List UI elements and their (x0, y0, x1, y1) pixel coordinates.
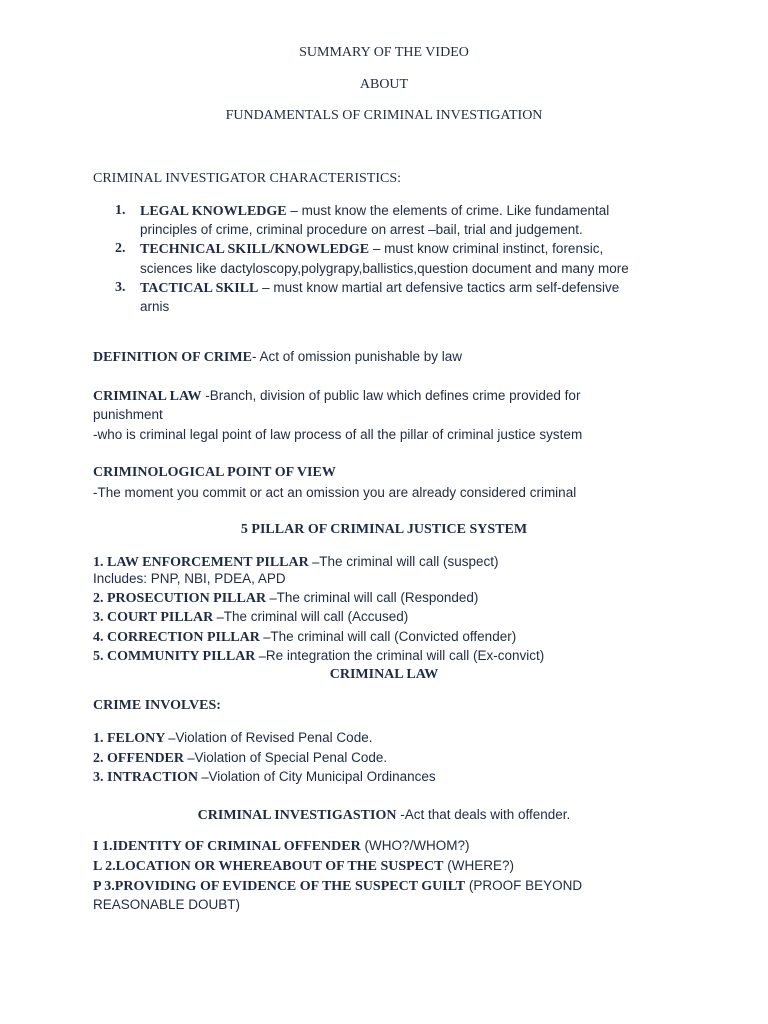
criminological-heading: CRIMINOLOGICAL POINT OF VIEW (93, 465, 336, 480)
pillar-term: COMMUNITY PILLAR – (103, 649, 266, 664)
crime-desc: Violation of Special Penal Code. (194, 750, 388, 765)
doc-title: SUMMARY OF THE VIDEO (299, 45, 469, 60)
definition-desc: - Act of omission punishable by law (251, 349, 463, 364)
pillar-desc: The criminal will call (Accused) (223, 609, 409, 624)
criminal-law-desc: -Branch, division of public law which defines crime provided for (201, 388, 581, 403)
item-term: LEGAL KNOWLEDGE (140, 204, 287, 219)
doc-about: ABOUT (359, 77, 409, 92)
pillar-includes: Includes: PNP, NBI, PDEA, APD (93, 571, 286, 586)
investigation-item (93, 836, 469, 856)
crime-term: 1. FELONY – (93, 731, 176, 746)
item-desc: – must know the elements of crime. Like fundamental (286, 203, 610, 218)
crime-desc: Violation of City Municipal Ordinances (208, 769, 436, 784)
crime-item (93, 767, 436, 787)
investigation-item-desc-continued: REASONABLE DOUBT) (93, 897, 241, 912)
investigation-item (93, 876, 582, 896)
pillar-number: 5. (93, 649, 104, 664)
characteristics-heading: CRIMINAL INVESTIGATOR CHARACTERISTICS: (93, 171, 402, 186)
crime-term: 2. OFFENDER – (93, 751, 195, 766)
pillar-number: 4. (93, 630, 104, 645)
investigation-item-desc: (PROOF BEYOND (465, 878, 583, 893)
investigation-term: CRIMINAL INVESTIGASTION (197, 808, 397, 823)
pillar-item (93, 646, 544, 666)
list-number: 3. (115, 280, 126, 295)
definition-term: DEFINITION OF CRIME (93, 350, 252, 365)
investigation-item-term: I 1.IDENTITY OF CRIMINAL OFFENDER (93, 839, 361, 854)
investigation-heading (0, 805, 768, 825)
pillar-number: 3. (93, 610, 104, 625)
criminal-law-definition (93, 386, 580, 406)
crime-term: 3. INTRACTION – (93, 770, 209, 785)
investigation-item-term: L 2.LOCATION OR WHEREABOUT OF THE SUSPECT (93, 859, 444, 874)
item-desc: – must know criminal instinct, forensic, (369, 241, 604, 256)
crime-item (93, 748, 387, 768)
pillar-term: COURT PILLAR – (103, 610, 224, 625)
investigation-item-desc: (WHERE?) (443, 858, 514, 873)
crime-desc: Violation of Revised Penal Code. (175, 730, 373, 745)
list-item (140, 278, 619, 298)
crime-item (93, 728, 372, 748)
pillar-number: 2. (93, 591, 104, 606)
pillar-term: . LAW ENFORCEMENT PILLAR – (100, 555, 320, 570)
item-term: TACTICAL SKILL (140, 281, 259, 296)
doc-subject: FUNDAMENTALS OF CRIMINAL INVESTIGATION (225, 108, 543, 123)
pillar-item (93, 588, 478, 608)
pillar-term: CORRECTION PILLAR – (103, 630, 271, 645)
pillar-desc: The criminal will call (Convicted offender) (270, 629, 517, 644)
criminological-desc: -The moment you commit or act an omission you are already considered criminal (93, 485, 577, 500)
criminal-law-term: CRIMINAL LAW (93, 389, 202, 404)
item-desc-continued: sciences like dactyloscopy,polygrapy,ballistics,question document and many more (140, 261, 629, 276)
investigation-item (93, 856, 514, 876)
pillar-term: PROSECUTION PILLAR – (103, 591, 277, 606)
investigation-item-desc: (WHO?/WHOM?) (360, 838, 470, 853)
pillar-desc: The criminal will call (suspect) (319, 554, 499, 569)
criminal-law-note: -who is criminal legal point of law process of all the pillar of criminal justice system (93, 427, 583, 442)
list-number: 2. (115, 241, 126, 256)
pillars-heading: 5 PILLAR OF CRIMINAL JUSTICE SYSTEM (240, 522, 528, 537)
item-desc: – must know martial art defensive tactics arm self-defensive (258, 280, 620, 295)
pillar-item (93, 607, 408, 627)
pillar-desc: The criminal will call (Responded) (276, 590, 479, 605)
definition-of-crime (93, 347, 462, 367)
list-item (140, 201, 609, 221)
investigation-item-term: P 3.PROVIDING OF EVIDENCE OF THE SUSPECT GUILT (93, 879, 466, 894)
pillar-number: 1 (93, 555, 100, 570)
criminal-law-heading: CRIMINAL LAW (329, 667, 439, 682)
investigation-desc: -Act that deals with offender. (396, 807, 571, 822)
pillar-item (93, 627, 516, 647)
item-term: TECHNICAL SKILL/KNOWLEDGE (140, 242, 370, 257)
list-number: 1. (115, 203, 126, 218)
list-item (140, 239, 603, 259)
crime-involves-heading: CRIME INVOLVES: (93, 698, 221, 713)
item-desc-continued: principles of crime, criminal procedure on arrest –bail, trial and judgement. (140, 222, 583, 237)
item-desc-continued: arnis (140, 299, 170, 314)
pillar-desc: Re integration the criminal will call (Ex-convict) (265, 648, 545, 663)
criminal-law-desc-continued: punishment (93, 407, 163, 422)
